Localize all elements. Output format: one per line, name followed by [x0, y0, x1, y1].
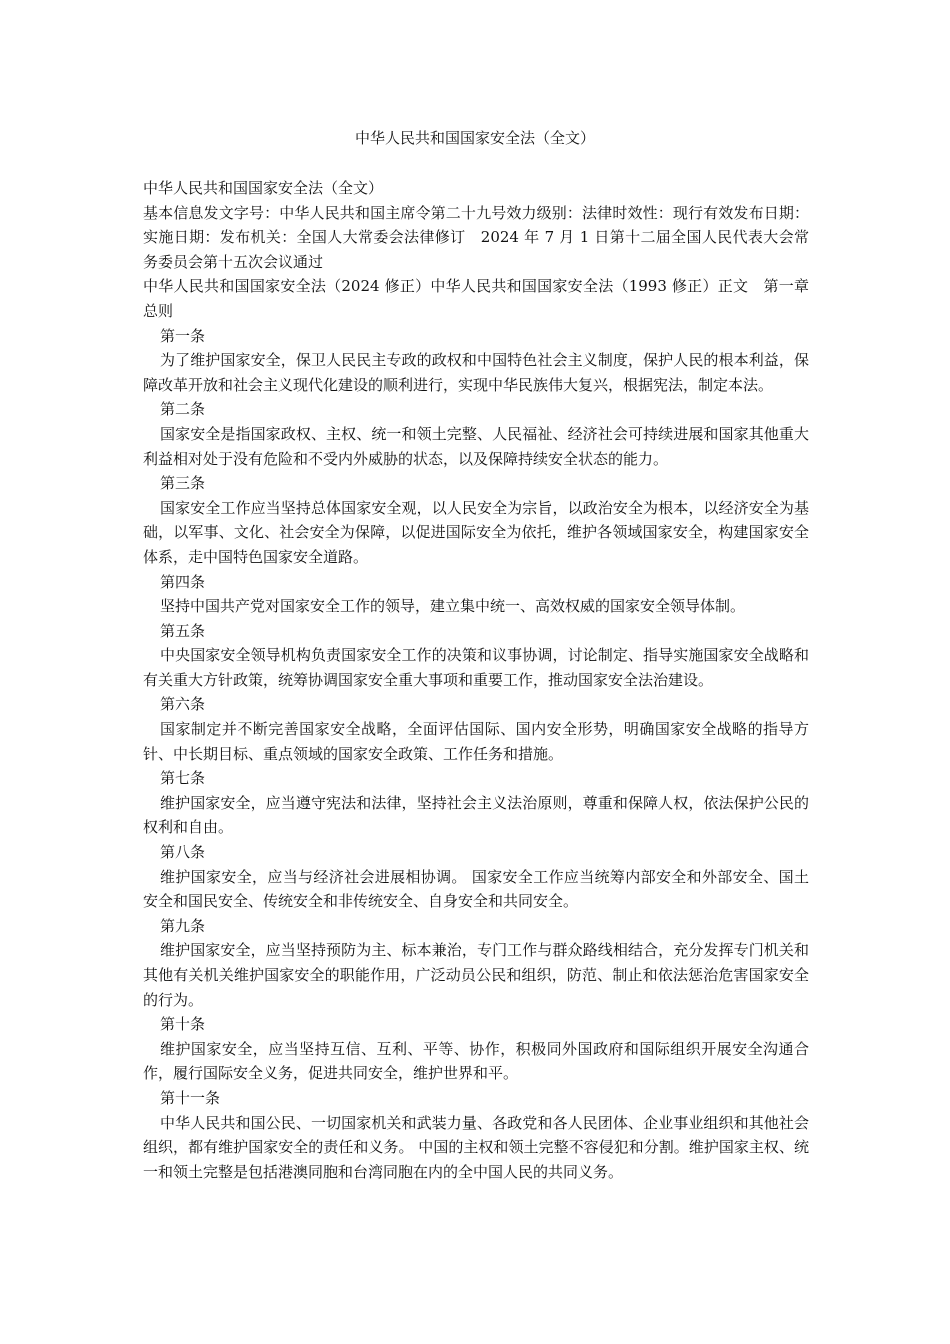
article-text: 国家安全工作应当坚持总体国家安全观，以人民安全为宗旨，以政治安全为根本，以经济安全为基础，以军事、文化、社会安全为保障，以促进国际安全为依托，维护各领域国家安全，构建国家安全体系，走中国特色国家安全道路。: [143, 498, 809, 566]
article-text: 为了维护国家安全，保卫人民民主专政的政权和中国特色社会主义制度，保护人民的根本利益，保障改革开放和社会主义现代化建设的顺利进行，实现中华民族伟大复兴，根据宪法，制定本法。: [143, 351, 809, 394]
article-text: 中华人民共和国公民、一切国家机关和武装力量、各政党和各人民团体、企业事业组织和其他社会组织，都有维护国家安全的责任和义务。 中国的主权和领土完整不容侵犯和分割。维护国家主权、统一和领土完整是包括港澳同胞和台湾同胞在内的全中国人民的共同义务。: [143, 1113, 809, 1181]
article-text: 维护国家安全，应当遵守宪法和法律，坚持社会主义法治原则，尊重和保障人权，依法保护公民的权利和自由。: [143, 793, 809, 837]
article-heading: 第九条: [160, 916, 206, 935]
article-heading: 第二条: [160, 400, 206, 419]
article-heading: 第三条: [160, 474, 206, 493]
document-body: [143, 176, 809, 1184]
header-line-title: 中华人民共和国国家安全法（全文）: [143, 179, 384, 197]
article-heading: 第十条: [160, 1015, 206, 1034]
article-heading: 第七条: [160, 769, 206, 788]
article-text: 维护国家安全，应当坚持预防为主、标本兼治，专门工作与群众路线相结合，充分发挥专门机关和其他有关机关维护国家安全的职能作用，广泛动员公民和组织，防范、制止和依法惩治危害国家安全的行为。: [143, 941, 809, 1009]
article-heading: 第八条: [160, 843, 206, 862]
header-line-versions: 中华人民共和国国家安全法（2024 修正）中华人民共和国国家安全法（1993 修正）正文 第一章 总则: [143, 277, 809, 320]
article-text: 维护国家安全，应当与经济社会进展相协调。 国家安全工作应当统筹内部安全和外部安全、国土安全和国民安全、传统安全和非传统安全、自身安全和共同安全。: [143, 867, 809, 911]
article-text: 国家制定并不断完善国家安全战略，全面评估国际、国内安全形势，明确国家安全战略的指导方针、中长期目标、重点领域的国家安全政策、工作任务和措施。: [143, 720, 809, 763]
article-text: 国家安全是指国家政权、主权、统一和领土完整、人民福祉、经济社会可持续进展和国家其他重大利益相对处于没有危险和不受内外威胁的状态，以及保障持续安全状态的能力。: [143, 424, 809, 468]
document-title: 中华人民共和国国家安全法（全文）: [354, 129, 595, 147]
article-heading: 第四条: [160, 572, 206, 591]
article-heading: 第六条: [160, 695, 206, 714]
article-heading: 第五条: [160, 621, 206, 640]
article-text: 坚持中国共产党对国家安全工作的领导，建立集中统一、高效权威的国家安全领导体制。: [160, 597, 746, 616]
article-text: 维护国家安全，应当坚持互信、互利、平等、协作，积极同外国政府和国际组织开展安全沟通合作，履行国际安全义务，促进共同安全，维护世界和平。: [143, 1039, 809, 1083]
article-text: 中央国家安全领导机构负责国家安全工作的决策和议事协调，讨论制定、指导实施国家安全战略和有关重大方针政策，统筹协调国家安全重大事项和重要工作，推动国家安全法治建设。: [143, 646, 809, 689]
article-heading: 第十一条: [160, 1088, 221, 1107]
article-heading: 第一条: [160, 326, 206, 345]
header-line-basic-info: 基本信息发文字号：中华人民共和国主席令第二十九号效力级别：法律时效性：现行有效发布日期：实施日期：发布机关：全国人大常委会法律修订 2024 年 7 月 1 日第十二届全国人民代表大会常务委员会第十五次会议通过: [143, 203, 809, 271]
